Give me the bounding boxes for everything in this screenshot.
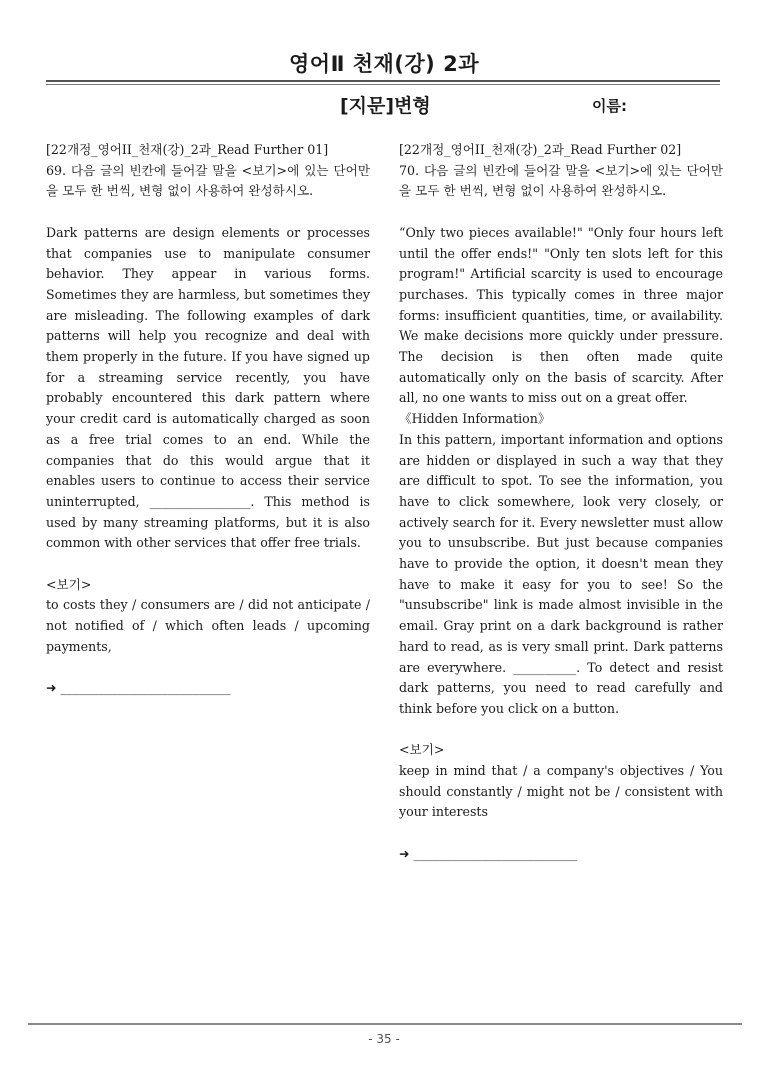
bogi-words: to costs they / consumers are / did not anticipate / not notified of / which often leads / upcoming payments, bbox=[46, 597, 370, 654]
page-title: 영어Ⅱ 천재(강) 2과 bbox=[289, 52, 479, 76]
section-subtitle: [지문]변형 bbox=[340, 95, 431, 117]
header-rule-thin bbox=[46, 84, 720, 85]
footer-rule bbox=[28, 1023, 742, 1025]
bogi-words: keep in mind that / a company's objectives / You should constantly / might not be / consistent with your interests bbox=[399, 763, 723, 820]
question-70-column bbox=[399, 140, 723, 865]
question-instruction: 69. 다음 글의 빈칸에 들어갈 말을 <보기>에 있는 단어만을 모두 한 번씩, 변형 없이 사용하여 완성하시오. bbox=[46, 162, 370, 199]
header-rule-thick bbox=[46, 80, 720, 82]
answer-line: ➜ __________________________ bbox=[399, 845, 578, 861]
page-number: - 35 - bbox=[368, 1032, 400, 1046]
name-label: 이름: bbox=[592, 97, 627, 115]
passage-heading: 《Hidden Information》 bbox=[399, 411, 551, 427]
question-source: [22개정_영어II_천재(강)_2과_Read Further 02] bbox=[399, 142, 682, 157]
question-instruction: 70. 다음 글의 빈칸에 들어갈 말을 <보기>에 있는 단어만을 모두 한 번씩, 변형 없이 사용하여 완성하시오. bbox=[399, 162, 723, 199]
answer-line: ➜ ___________________________ bbox=[46, 680, 231, 696]
question-source: [22개정_영어II_천재(강)_2과_Read Further 01] bbox=[46, 142, 329, 157]
passage-paragraph: “Only two pieces available!" "Only four hours left until the offer ends!" "Only ten slots left for this program!" Artificial scarcity is used to encourage purchases. This typically comes in three major forms: insufficient quantities, time, or availability. We make decisions more quickly under pressure. The decision is then often made quite automatically only on the basis of scarcity. After all, no one wants to miss out on a great offer. bbox=[399, 224, 723, 406]
passage-paragraph: In this pattern, important information and options are hidden or displayed in such a way that they are difficult to spot. To see the information, you have to click somewhere, look very closely, or actively search for it. Every newsletter must allow you to unsubscribe. But just because companies have to provide the option, it doesn't mean they have to make it easy for you to see! So the "unsubscribe" link is made almost invisible in the email. Gray print on a dark background is rather hard to read, as is very small print. Dark patterns are everywhere. __________. To detect and resist dark patterns, you need to read carefully and think before you click on a button. bbox=[399, 431, 723, 716]
passage-paragraph: Dark patterns are design elements or processes that companies use to manipulate consumer behavior. They appear in various forms. Sometimes they are harmless, but sometimes they are misleading. The following examples of dark patterns will help you recognize and deal with them properly in the future. If you have signed up for a streaming service recently, you have probably encountered this dark pattern where your credit card is automatically charged as soon as a free trial comes to an end. While the companies that do this would argue that it enables users to continue to access their service uninterrupted, ________________. This method is used by many streaming platforms, but it is also common with other services that offer free trials. bbox=[46, 224, 370, 551]
bogi-label: <보기> bbox=[399, 742, 445, 758]
bogi-label: <보기> bbox=[46, 576, 92, 592]
question-69-column bbox=[46, 140, 370, 699]
